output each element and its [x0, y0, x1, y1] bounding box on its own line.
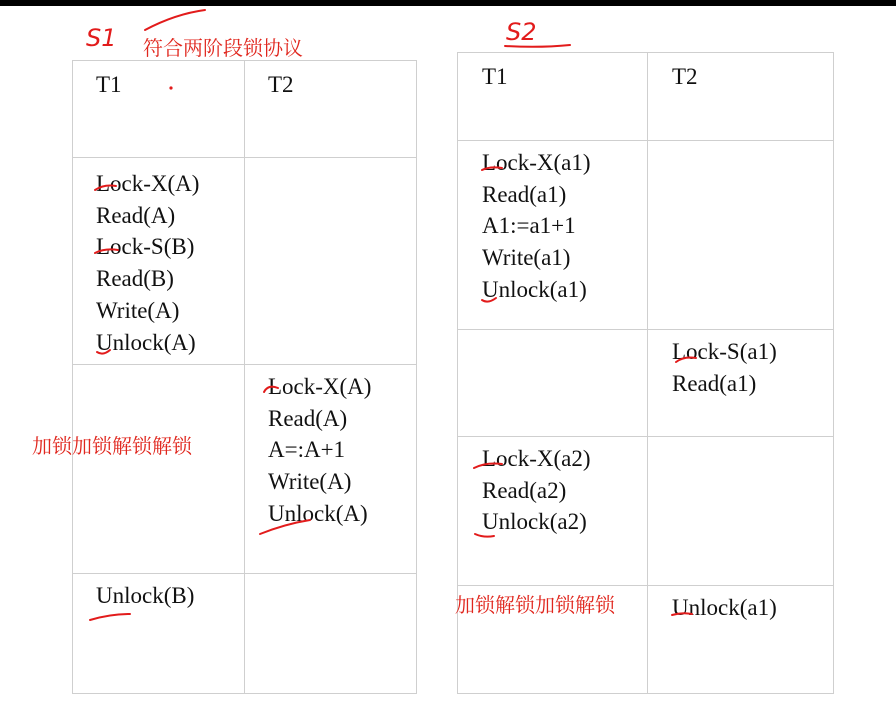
s1-op: Read(A) — [268, 405, 348, 431]
s1-op: Unlock(A) — [268, 500, 368, 526]
s2-op: Unlock(a2) — [482, 509, 587, 535]
s2-op: Unlock(a1) — [672, 595, 777, 620]
s1-cell — [73, 365, 245, 574]
table-row — [73, 365, 417, 574]
s2-cell — [648, 141, 834, 330]
s1-op: Write(A) — [268, 469, 352, 495]
s2-col-header-t1 — [458, 53, 648, 141]
s1-op: Lock-X(A) — [268, 374, 372, 399]
s1-handwritten-label: S1 — [86, 24, 117, 52]
s2-op: Lock-X(a1) — [482, 150, 591, 175]
s2-cell — [648, 437, 834, 586]
s1-cell — [245, 158, 417, 365]
s2-handwritten-label: S2 — [506, 18, 537, 46]
s1-op: Write(A) — [96, 297, 180, 323]
s2-header-t2-text: T2 — [672, 64, 698, 89]
s2-cell — [648, 330, 834, 437]
s1-op: Unlock(A) — [96, 329, 196, 355]
s1-op: Read(A) — [96, 202, 176, 228]
table-row — [73, 158, 417, 365]
s1-side-note: 加锁加锁解锁解锁 — [32, 434, 192, 458]
s2-cell — [458, 330, 648, 437]
s2-op: A1:=a1+1 — [482, 213, 576, 239]
s2-op: Write(a1) — [482, 245, 571, 271]
s2-col-header-t2 — [648, 53, 834, 141]
table-row — [73, 61, 417, 158]
s1-cell — [73, 574, 245, 694]
table-row — [458, 330, 834, 437]
s1-cell — [245, 365, 417, 574]
s2-op: Read(a2) — [482, 477, 567, 503]
s1-cell — [245, 574, 417, 694]
s1-op: Unlock(B) — [96, 583, 195, 608]
s2-op: Read(a1) — [482, 181, 567, 207]
s1-col-header-t1 — [73, 61, 245, 158]
s2-op: Lock-S(a1) — [672, 339, 777, 364]
s1-header-t2-text: T2 — [268, 72, 294, 97]
s1-col-header-t2 — [245, 61, 417, 158]
s2-header-t1-text: T1 — [482, 64, 508, 89]
s1-cell — [73, 158, 245, 365]
s1-op: Lock-S(B) — [96, 234, 195, 260]
s1-op: Read(B) — [96, 266, 174, 292]
table-row — [73, 574, 417, 694]
s1-op: A=:A+1 — [268, 437, 346, 463]
table-row — [458, 437, 834, 586]
s2-op: Read(a1) — [672, 370, 757, 396]
check-stroke — [145, 10, 205, 30]
s2-side-note: 加锁解锁加锁解锁 — [455, 593, 615, 617]
s1-op: Lock-X(A) — [96, 171, 200, 196]
s1-note: 符合两阶段锁协议 — [143, 36, 303, 60]
table-row — [458, 141, 834, 330]
s2-cell — [458, 437, 648, 586]
table-row — [458, 53, 834, 141]
schedule-s1-table — [72, 60, 417, 694]
s2-op: Unlock(a1) — [482, 276, 587, 302]
s2-cell — [458, 141, 648, 330]
s2-op: Lock-X(a2) — [482, 446, 591, 471]
top-black-bar — [0, 0, 896, 6]
s1-header-t1-text: T1 — [96, 72, 122, 97]
s2-cell — [648, 586, 834, 694]
